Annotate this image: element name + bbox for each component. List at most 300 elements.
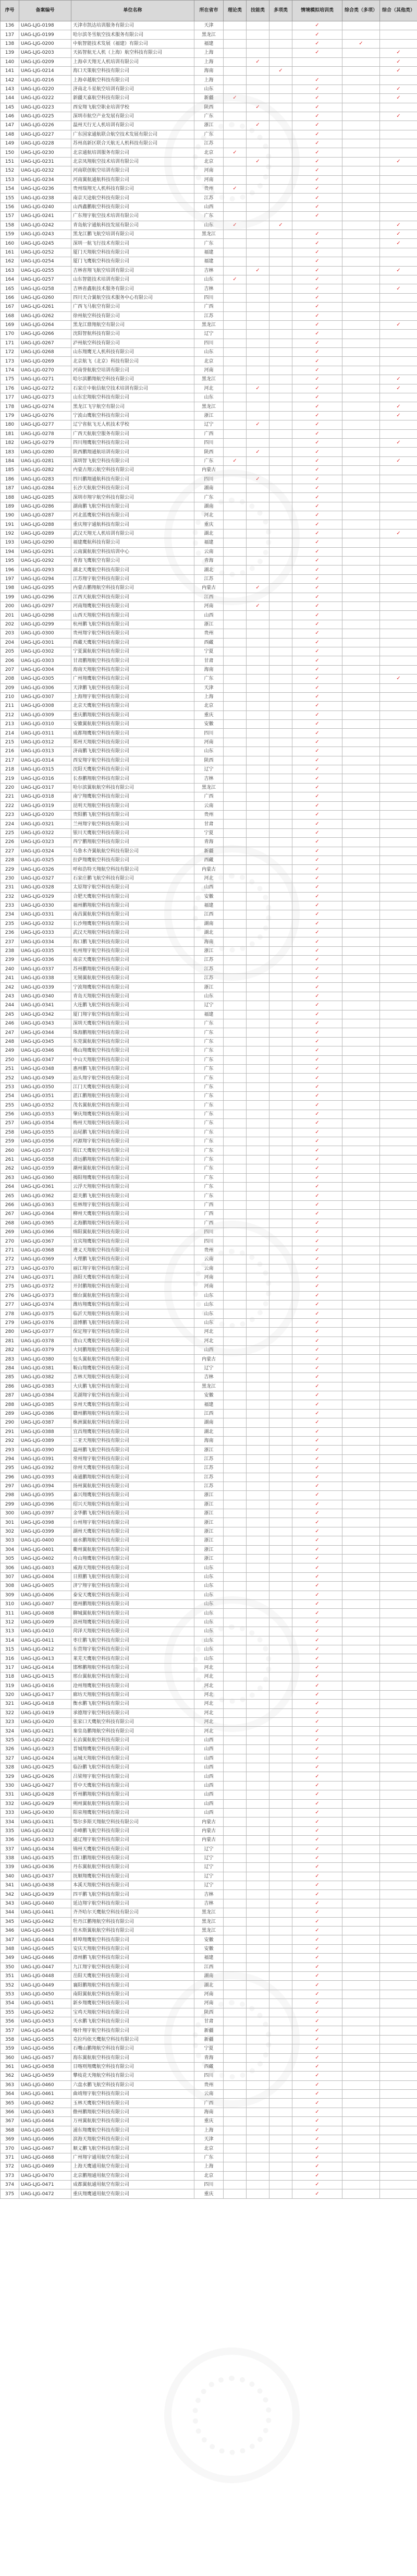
mark-comprehensive-cell	[342, 320, 380, 329]
checkmark-icon: ✓	[315, 785, 320, 790]
mark-comprehensive-cell	[342, 2126, 380, 2135]
mark-simulation-cell	[292, 1971, 342, 1980]
mark-comprehensive-cell	[342, 1555, 380, 1563]
mark-simulation-cell	[292, 2135, 342, 2144]
mark-multi-cell	[269, 1155, 292, 1164]
mark-skill-cell	[247, 1246, 269, 1255]
mark-other-cell	[380, 520, 417, 529]
mark-simulation-cell	[292, 1881, 342, 1890]
mark-multi-cell	[269, 1536, 292, 1545]
mark-comprehensive-cell	[342, 2080, 380, 2089]
mark-other-cell	[380, 275, 417, 284]
table-row	[1, 221, 417, 230]
cell-no: 338	[1, 1853, 19, 1862]
cell-no: 349	[1, 1954, 19, 1963]
mark-other-cell	[380, 765, 417, 774]
cell-no: 311	[1, 1609, 19, 1618]
mark-multi-cell	[269, 1400, 292, 1409]
mark-multi-cell	[269, 702, 292, 711]
mark-theory-cell	[224, 629, 247, 638]
table-row	[1, 1173, 417, 1182]
table-row	[1, 348, 417, 357]
cell-province: 湖北	[194, 529, 224, 538]
cell-province: 辽宁	[194, 1881, 224, 1890]
table-row	[1, 1917, 417, 1926]
mark-skill-cell	[247, 511, 269, 520]
mark-simulation-cell	[292, 1917, 342, 1926]
checkmark-icon: ✓	[315, 1564, 320, 1571]
cell-unit-name: 茂名翼航航空科技有限公司	[71, 1101, 194, 1110]
mark-skill-cell	[247, 820, 269, 828]
cell-unit-name: 日喀则翔鹰航空科技有限公司	[71, 2062, 194, 2071]
mark-skill-cell	[247, 1672, 269, 1681]
mark-comprehensive-cell	[342, 1273, 380, 1282]
mark-simulation-cell	[292, 1082, 342, 1091]
mark-theory-cell	[224, 1137, 247, 1146]
mark-skill-cell	[247, 756, 269, 765]
cell-unit-name: 本溪天翔航空科技有限公司	[71, 1881, 194, 1890]
checkmark-icon: ✓	[315, 612, 320, 618]
table-row	[1, 792, 417, 801]
cell-province: 云南	[194, 547, 224, 556]
mark-theory-cell	[224, 1509, 247, 1518]
cell-code: UAG-LJG-0291	[19, 547, 71, 556]
cell-unit-name: 金华鹏飞航空科技有限公司	[71, 1509, 194, 1518]
mark-theory-cell	[224, 30, 247, 39]
mark-skill-cell	[247, 1927, 269, 1935]
cell-code: UAG-LJG-0451	[19, 1999, 71, 2008]
cell-province: 山东	[194, 1645, 224, 1654]
cell-code: UAG-LJG-0372	[19, 1282, 71, 1291]
table-row	[1, 49, 417, 57]
mark-comprehensive-cell	[342, 330, 380, 339]
mark-other-cell	[380, 103, 417, 112]
checkmark-icon: ✓	[315, 1483, 320, 1489]
cell-unit-name: 湛江鹏翔航空科技有限公司	[71, 1092, 194, 1101]
table-row	[1, 1301, 417, 1309]
mark-simulation-cell	[292, 747, 342, 756]
mark-comprehensive-cell	[342, 139, 380, 148]
mark-other-cell	[380, 1927, 417, 1935]
mark-multi-cell	[269, 1745, 292, 1754]
cell-unit-name: 襄阳鹏翔航空科技有限公司	[71, 1981, 194, 1990]
checkmark-icon: ✓	[315, 512, 320, 519]
cell-no: 322	[1, 1708, 19, 1717]
mark-other-cell	[380, 1001, 417, 1010]
cell-no: 321	[1, 1700, 19, 1708]
mark-simulation-cell	[292, 1019, 342, 1028]
table-row	[1, 248, 417, 257]
mark-comprehensive-cell	[342, 1119, 380, 1128]
mark-comprehensive-cell	[342, 1944, 380, 1953]
cell-province: 黑龙江	[194, 320, 224, 329]
table-row	[1, 1146, 417, 1155]
mark-multi-cell	[269, 810, 292, 819]
mark-theory-cell	[224, 2053, 247, 2062]
mark-comprehensive-cell	[342, 438, 380, 447]
cell-code: UAG-LJG-0298	[19, 611, 71, 620]
mark-other-cell	[380, 1990, 417, 1999]
watermark-seal	[164, 2348, 300, 2483]
cell-unit-name: 南宁翔鹰航空科技有限公司	[71, 792, 194, 801]
mark-other-cell	[380, 1718, 417, 1727]
checkmark-icon: ✓	[315, 585, 320, 591]
cell-province: 安徽	[194, 892, 224, 901]
mark-skill-cell	[247, 1318, 269, 1327]
table-row	[1, 1473, 417, 1482]
cell-no: 198	[1, 584, 19, 593]
mark-other-cell	[380, 1273, 417, 1282]
mark-comprehensive-cell	[342, 1227, 380, 1236]
mark-skill-cell	[247, 901, 269, 910]
mark-other-cell	[380, 847, 417, 856]
table-row	[1, 502, 417, 511]
mark-simulation-cell	[292, 1935, 342, 1944]
cell-province: 江苏	[194, 311, 224, 320]
checkmark-icon: ✓	[315, 630, 320, 636]
mark-multi-cell	[269, 1128, 292, 1137]
mark-comprehensive-cell	[342, 1545, 380, 1554]
mark-comprehensive-cell	[342, 448, 380, 456]
mark-simulation-cell	[292, 448, 342, 456]
mark-multi-cell	[269, 1291, 292, 1300]
table-row	[1, 1364, 417, 1373]
cell-no: 308	[1, 1582, 19, 1591]
mark-simulation-cell	[292, 1037, 342, 1046]
cell-province: 吉林	[194, 284, 224, 293]
table-row	[1, 139, 417, 148]
mark-simulation-cell	[292, 1944, 342, 1953]
cell-province: 浙江	[194, 1527, 224, 1536]
table-row	[1, 720, 417, 729]
cell-no: 342	[1, 1890, 19, 1899]
mark-comprehensive-cell	[342, 429, 380, 438]
mark-skill-cell	[247, 1708, 269, 1717]
table-row	[1, 1582, 417, 1591]
cell-no: 150	[1, 148, 19, 157]
table-row	[1, 1971, 417, 1980]
mark-theory-cell	[224, 1282, 247, 1291]
mark-multi-cell	[269, 275, 292, 284]
mark-theory-cell	[224, 1908, 247, 1917]
mark-other-cell	[380, 1409, 417, 1418]
checkmark-icon: ✓	[232, 458, 237, 464]
table-row	[1, 2126, 417, 2135]
cell-province: 江苏	[194, 574, 224, 583]
mark-comprehensive-cell	[342, 194, 380, 202]
table-row	[1, 2180, 417, 2189]
mark-skill-cell	[247, 1255, 269, 1264]
cell-unit-name: 黑龙江鼎翔航空有限公司	[71, 320, 194, 329]
mark-comprehensive-cell	[342, 420, 380, 429]
mark-multi-cell	[269, 847, 292, 856]
cell-no: 153	[1, 175, 19, 184]
mark-theory-cell	[224, 511, 247, 520]
table-row	[1, 783, 417, 792]
table-row	[1, 747, 417, 756]
cell-no: 254	[1, 1092, 19, 1101]
checkmark-icon: ✓	[315, 1682, 320, 1689]
mark-theory-cell	[224, 76, 247, 85]
mark-theory-cell	[224, 384, 247, 393]
mark-theory-cell	[224, 2180, 247, 2189]
mark-skill-cell	[247, 303, 269, 311]
mark-simulation-cell	[292, 1219, 342, 1227]
mark-theory-cell	[224, 1754, 247, 1763]
table-row	[1, 602, 417, 611]
mark-multi-cell	[269, 2053, 292, 2062]
cell-province: 陕西	[194, 103, 224, 112]
mark-comprehensive-cell	[342, 547, 380, 556]
mark-comprehensive-cell	[342, 103, 380, 112]
mark-skill-cell	[247, 257, 269, 266]
cell-province: 浙江	[194, 1555, 224, 1563]
cell-unit-name: 威海天翔航空科技有限公司	[71, 1563, 194, 1572]
cell-unit-name: 玉林天鹰航空科技有限公司	[71, 2099, 194, 2108]
mark-other-cell	[380, 557, 417, 565]
mark-other-cell	[380, 1301, 417, 1309]
cell-no: 213	[1, 720, 19, 729]
header-skill: 技能类	[247, 1, 269, 21]
mark-theory-cell	[224, 266, 247, 275]
mark-other-cell	[380, 448, 417, 456]
cell-province: 上海	[194, 2162, 224, 2171]
mark-comprehensive-cell	[342, 1963, 380, 1971]
mark-simulation-cell	[292, 1418, 342, 1427]
mark-multi-cell	[269, 1146, 292, 1155]
mark-multi-cell	[269, 1055, 292, 1064]
cell-unit-name: 扬州翼航航空科技有限公司	[71, 1482, 194, 1490]
mark-skill-cell	[247, 1464, 269, 1473]
mark-other-cell	[380, 1191, 417, 1200]
cell-code: UAG-LJG-0463	[19, 2108, 71, 2116]
mark-comprehensive-cell	[342, 1845, 380, 1853]
cell-no: 353	[1, 1990, 19, 1999]
mark-skill-cell	[247, 647, 269, 656]
mark-simulation-cell	[292, 629, 342, 638]
mark-theory-cell	[224, 303, 247, 311]
mark-comprehensive-cell	[342, 683, 380, 692]
mark-theory-cell	[224, 502, 247, 511]
cell-unit-name: 浦东翔鹰航空科技有限公司	[71, 2126, 194, 2135]
cell-province: 广东	[194, 1119, 224, 1128]
mark-multi-cell	[269, 348, 292, 357]
cell-unit-name: 攀枝花天翔航空科技有限公司	[71, 2072, 194, 2080]
mark-skill-cell	[247, 1092, 269, 1101]
cell-code: UAG-LJG-0255	[19, 266, 71, 275]
mark-multi-cell	[269, 557, 292, 565]
mark-simulation-cell	[292, 992, 342, 1001]
table-row	[1, 1690, 417, 1699]
mark-skill-cell	[247, 1046, 269, 1055]
cell-unit-name: 宜宾翔鹰航空科技有限公司	[71, 1237, 194, 1246]
cell-province: 浙江	[194, 946, 224, 955]
mark-comprehensive-cell	[342, 185, 380, 194]
cell-no: 259	[1, 1137, 19, 1146]
mark-other-cell	[380, 1954, 417, 1963]
cell-code: UAG-LJG-0379	[19, 1346, 71, 1355]
header-multi: 多项类	[269, 1, 292, 21]
mark-theory-cell	[224, 185, 247, 194]
checkmark-icon: ✓	[315, 694, 320, 700]
mark-multi-cell	[269, 547, 292, 556]
mark-theory-cell	[224, 112, 247, 121]
mark-skill-cell	[247, 1436, 269, 1445]
cell-unit-name: 长治翼航航空科技有限公司	[71, 1736, 194, 1744]
checkmark-icon: ✓	[315, 1174, 320, 1181]
cell-no: 258	[1, 1128, 19, 1137]
checkmark-icon: ✓	[396, 440, 401, 446]
mark-theory-cell	[224, 1663, 247, 1672]
mark-simulation-cell	[292, 1799, 342, 1808]
cell-unit-name: 临沂天翔航空科技有限公司	[71, 1309, 194, 1318]
cell-code: UAG-LJG-0307	[19, 692, 71, 701]
table-row	[1, 1591, 417, 1599]
checkmark-icon: ✓	[315, 40, 320, 46]
table-row	[1, 2026, 417, 2035]
mark-comprehensive-cell	[342, 2072, 380, 2080]
mark-multi-cell	[269, 1309, 292, 1318]
cell-code: UAG-LJG-0271	[19, 375, 71, 384]
mark-skill-cell	[247, 1128, 269, 1137]
cell-code: UAG-LJG-0335	[19, 946, 71, 955]
table-row	[1, 1563, 417, 1572]
mark-other-cell	[380, 1636, 417, 1645]
mark-skill-cell	[247, 711, 269, 719]
cell-no: 138	[1, 39, 19, 48]
cell-no: 362	[1, 2072, 19, 2080]
cell-unit-name: 吉林省翔飞航空培训有限公司	[71, 266, 194, 275]
mark-comprehensive-cell	[342, 166, 380, 175]
table-row	[1, 2080, 417, 2089]
cell-code: UAG-LJG-0305	[19, 675, 71, 683]
checkmark-icon: ✓	[315, 358, 320, 364]
cell-no: 335	[1, 1826, 19, 1835]
table-row	[1, 1264, 417, 1273]
cell-province: 北京	[194, 157, 224, 166]
cell-no: 231	[1, 883, 19, 892]
mark-skill-cell	[247, 148, 269, 157]
mark-skill-cell	[247, 2072, 269, 2080]
table-row	[1, 1618, 417, 1627]
table-row	[1, 1273, 417, 1282]
cell-no: 313	[1, 1627, 19, 1636]
checkmark-icon: ✓	[315, 149, 320, 155]
mark-simulation-cell	[292, 1291, 342, 1300]
mark-comprehensive-cell	[342, 1464, 380, 1473]
mark-simulation-cell	[292, 230, 342, 238]
table-row	[1, 1908, 417, 1917]
cell-unit-name: 株洲翼航航空科技有限公司	[71, 1418, 194, 1427]
mark-other-cell	[380, 747, 417, 756]
cell-province: 山东	[194, 393, 224, 402]
cell-code: UAG-LJG-0310	[19, 720, 71, 729]
mark-theory-cell	[224, 774, 247, 783]
cell-province: 浙江	[194, 1500, 224, 1509]
mark-theory-cell	[224, 1055, 247, 1064]
mark-simulation-cell	[292, 2062, 342, 2071]
cell-no: 206	[1, 656, 19, 665]
mark-multi-cell	[269, 2090, 292, 2099]
mark-multi-cell	[269, 1028, 292, 1037]
table-row	[1, 1237, 417, 1246]
mark-theory-cell	[224, 1101, 247, 1110]
mark-theory-cell	[224, 1219, 247, 1227]
mark-skill-cell	[247, 1908, 269, 1917]
mark-multi-cell	[269, 1364, 292, 1373]
cell-no: 142	[1, 76, 19, 85]
cell-unit-name: 通辽翔宇航空科技有限公司	[71, 1836, 194, 1845]
checkmark-icon: ✓	[315, 458, 320, 464]
table-row	[1, 1872, 417, 1881]
cell-code: UAG-LJG-0382	[19, 1373, 71, 1382]
cell-province: 内蒙古	[194, 466, 224, 475]
checkmark-icon: ✓	[315, 1746, 320, 1752]
mark-simulation-cell	[292, 1609, 342, 1618]
mark-theory-cell	[224, 94, 247, 103]
mark-theory-cell	[224, 892, 247, 901]
mark-other-cell	[380, 1074, 417, 1082]
cell-unit-name: 石家庄中航信航空技术培训有限公司	[71, 384, 194, 393]
mark-theory-cell	[224, 1591, 247, 1599]
checkmark-icon: ✓	[232, 222, 237, 228]
cell-code: UAG-LJG-0456	[19, 2044, 71, 2053]
cell-province: 云南	[194, 2090, 224, 2099]
cell-unit-name: 山东宏翔航空科技有限公司	[71, 393, 194, 402]
mark-comprehensive-cell	[342, 1391, 380, 1400]
mark-theory-cell	[224, 992, 247, 1001]
cell-no: 168	[1, 311, 19, 320]
mark-multi-cell	[269, 1200, 292, 1209]
cell-province: 山东	[194, 1627, 224, 1636]
mark-simulation-cell	[292, 375, 342, 384]
mark-skill-cell	[247, 1101, 269, 1110]
mark-other-cell	[380, 1826, 417, 1835]
cell-province: 江苏	[194, 956, 224, 965]
mark-other-cell	[380, 1736, 417, 1744]
checkmark-icon: ✓	[315, 1537, 320, 1544]
mark-simulation-cell	[292, 1636, 342, 1645]
table-row	[1, 1128, 417, 1137]
mark-other-cell	[380, 1772, 417, 1781]
mark-simulation-cell	[292, 429, 342, 438]
mark-multi-cell	[269, 1990, 292, 1999]
mark-simulation-cell	[292, 1582, 342, 1591]
mark-theory-cell	[224, 39, 247, 48]
checkmark-icon: ✓	[315, 1102, 320, 1108]
table-row	[1, 420, 417, 429]
mark-other-cell	[380, 1572, 417, 1581]
mark-comprehensive-cell	[342, 66, 380, 75]
table-row	[1, 275, 417, 284]
mark-other-cell	[380, 456, 417, 465]
table-row	[1, 1636, 417, 1645]
cell-no: 144	[1, 94, 19, 103]
mark-multi-cell	[269, 2099, 292, 2108]
mark-comprehensive-cell	[342, 1971, 380, 1980]
mark-multi-cell	[269, 230, 292, 238]
cell-no: 278	[1, 1309, 19, 1318]
cell-no: 290	[1, 1418, 19, 1427]
cell-unit-name: 赣州鹏翔航空科技有限公司	[71, 1409, 194, 1418]
cell-unit-name: 河南翼航通航科技有限公司	[71, 175, 194, 184]
mark-simulation-cell	[292, 1164, 342, 1173]
cell-unit-name: 吕梁翔宇航空科技有限公司	[71, 1772, 194, 1781]
cell-code: UAG-LJG-0306	[19, 683, 71, 692]
cell-code: UAG-LJG-0415	[19, 1672, 71, 1681]
mark-simulation-cell	[292, 1645, 342, 1654]
cell-no: 375	[1, 2189, 19, 2198]
